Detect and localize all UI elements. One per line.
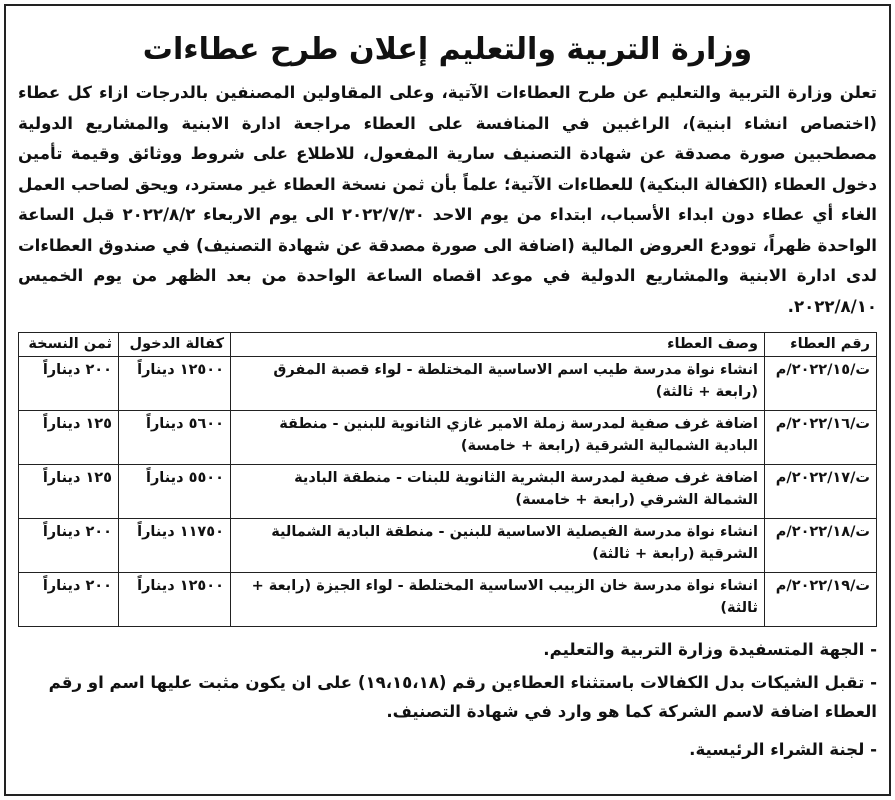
tender-number-cell: ت/٢٠٢٢/١٦/م [765, 411, 877, 465]
tender-description-cell: اضافة غرف صفية لمدرسة زملة الامير غازي الثانوية للبنين - منطقة البادية الشمالية الشرقية (رابعة + خامسة) [231, 411, 765, 465]
note-cheques: - تقبل الشيكات بدل الكفالات باستثناء العطاءين رقم (١٩،١٥،١٨) على ان يكون مثبت عليها اسم او رقم العطاء اضافة لاسم الشركة كما هو وارد في شهادة التصنيف. [48, 673, 877, 721]
notes-section [18, 635, 877, 726]
tender-description-cell: انشاء نواة مدرسة الفيصلية الاساسية للبنين - منطقة البادية الشمالية الشرقية (رابعة + ثالثة) [231, 519, 765, 573]
header-tender-number: رقم العطاء [765, 333, 877, 357]
tender-price-cell: ٢٠٠ ديناراً [19, 519, 119, 573]
tender-price-cell: ١٢٥ ديناراً [19, 411, 119, 465]
header-copy-price: ثمن النسخة [19, 333, 119, 357]
signature-committee: - لجنة الشراء الرئيسية. [689, 740, 877, 759]
tender-description-cell: اضافة غرف صفية لمدرسة البشرية الثانوية للبنات - منطقة البادية الشمالة الشرقي (رابعة + خامسة) [231, 465, 765, 519]
tender-number-cell: ت/٢٠٢٢/١٥/م [765, 357, 877, 411]
tender-number-cell: ت/٢٠٢٢/١٨/م [765, 519, 877, 573]
tender-price-cell: ٢٠٠ ديناراً [19, 357, 119, 411]
tender-description-cell: انشاء نواة مدرسة خان الزبيب الاساسية المختلطة - لواء الجيزة (رابعة + ثالثة) [231, 573, 765, 627]
table-row [19, 465, 877, 519]
header-entry-guarantee: كفالة الدخول [119, 333, 231, 357]
tenders-table [18, 332, 877, 627]
tender-guarantee-cell: ٥٥٠٠ ديناراً [119, 465, 231, 519]
table-header-row [19, 333, 877, 357]
table-row [19, 573, 877, 627]
tender-price-cell: ٢٠٠ ديناراً [19, 573, 119, 627]
note-beneficiary: - الجهة المتسفيدة وزارة التربية والتعليم. [543, 640, 877, 659]
table-row [19, 411, 877, 465]
tender-description-cell: انشاء نواة مدرسة طيب اسم الاساسية المختلطة - لواء قصبة المفرق (رابعة + ثالثة) [231, 357, 765, 411]
tender-guarantee-cell: ١٢٥٠٠ ديناراً [119, 357, 231, 411]
table-row [19, 357, 877, 411]
page-title: وزارة التربية والتعليم إعلان طرح عطاءات [142, 32, 753, 67]
tender-number-cell: ت/٢٠٢٢/١٧/م [765, 465, 877, 519]
tender-guarantee-cell: ١١٧٥٠ ديناراً [119, 519, 231, 573]
header-tender-description: وصف العطاء [231, 333, 765, 357]
intro-paragraph: تعلن وزارة التربية والتعليم عن طرح العطاءات الآتية، وعلى المقاولين المصنفين بالدرجات ازاء كل عطاء (اختصاص انشاء ابنية)، الراغبين في المنافسة على العطاء مراجعة ادارة الابنية والمشاريع الدولية مصطحبين صورة مصدقة عن شهادة التصنيف سارية المفعول، للاطلاع على شروط ووثائق وقيمة تأمين دخول العطاء (الكفالة البنكية) للعطاءات الآتية؛ علماً بأن ثمن نسخة العطاء غير مسترد، ويحق لصاحب العمل الغاء أي عطاء دون ابداء الأسباب، ابتداء من يوم الاحد ٢٠٢٢/٧/٣٠ الى يوم الاربعاء ٢٠٢٢/٨/٢ قبل الساعة الواحدة ظهراً، توودع العروض المالية (اضافة الى صورة مصدقة عن شهادة التصنيف) في صندوق العطاءات لدى ادارة الابنية والمشاريع الدولية في موعد اقصاه الساعة الواحدة من بعد الظهر من يوم الخميس ٢٠٢٢/٨/١٠. [18, 83, 877, 316]
tender-guarantee-cell: ١٢٥٠٠ ديناراً [119, 573, 231, 627]
announcement-page [4, 4, 891, 796]
tender-guarantee-cell: ٥٦٠٠ ديناراً [119, 411, 231, 465]
table-row [19, 519, 877, 573]
tender-number-cell: ت/٢٠٢٢/١٩/م [765, 573, 877, 627]
tender-price-cell: ١٢٥ ديناراً [19, 465, 119, 519]
